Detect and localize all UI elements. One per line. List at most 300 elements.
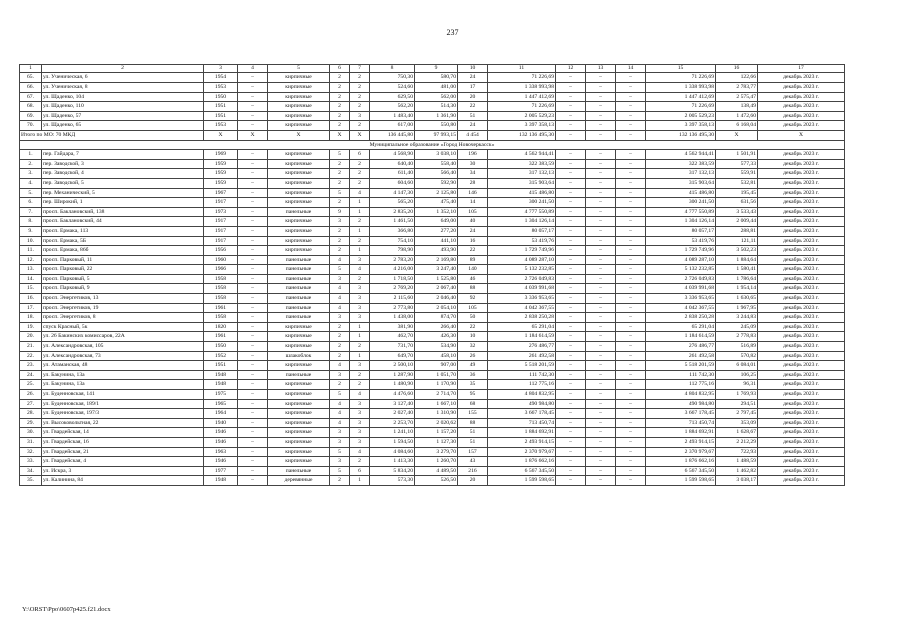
table-cell: 1: [350, 246, 370, 256]
table-cell: 5 518 201,59: [488, 361, 556, 371]
table-cell: 2 773,80: [370, 303, 415, 313]
table-cell: 24: [458, 121, 488, 131]
table-cell: 3 533,43: [716, 207, 758, 217]
table-cell: 1 628,67: [716, 428, 758, 438]
table-cell: кирпичные: [268, 457, 330, 467]
table-cell: 92: [458, 294, 488, 304]
table-row: [20, 428, 845, 438]
table-cell: –: [616, 255, 646, 265]
table-cell: –: [556, 83, 586, 93]
table-cell: –: [586, 370, 616, 380]
table-cell: 1951: [204, 361, 238, 371]
table-cell: 29.: [20, 418, 42, 428]
table-cell: 4 042 367,55: [646, 303, 716, 313]
table-cell: декабрь 2023 г.: [758, 342, 845, 352]
table-cell: 1 170,90: [415, 380, 458, 390]
table-cell: 4: [330, 255, 350, 265]
table-cell: 24: [458, 73, 488, 83]
table-cell: 3: [330, 370, 350, 380]
table-cell: –: [238, 466, 268, 476]
table-cell: 216: [458, 466, 488, 476]
table-cell: 4 039 991,68: [488, 284, 556, 294]
table-cell: 3: [350, 409, 370, 419]
table-cell: –: [556, 102, 586, 112]
table-cell: панельные: [268, 294, 330, 304]
table-cell: 1948: [204, 380, 238, 390]
table-cell: 1 729 749,96: [488, 246, 556, 256]
table-cell: 750,30: [370, 73, 415, 83]
table-cell: 1 630,65: [716, 294, 758, 304]
table-cell: 1965: [204, 399, 238, 409]
total-cell: X: [716, 130, 758, 140]
table-cell: –: [616, 207, 646, 217]
table-cell: 611,40: [370, 169, 415, 179]
table-cell: –: [556, 380, 586, 390]
table-cell: 3: [330, 313, 350, 323]
table-cell: декабрь 2023 г.: [758, 437, 845, 447]
table-cell: 3 397 358,13: [646, 121, 716, 131]
table-cell: 9.: [20, 226, 42, 236]
table-cell: –: [238, 294, 268, 304]
table-cell: –: [238, 188, 268, 198]
table-cell: 111 742,30: [646, 370, 716, 380]
table-cell: –: [586, 111, 616, 121]
table-cell: 1960: [204, 255, 238, 265]
table-cell: 441,10: [415, 236, 458, 246]
table-cell: –: [616, 236, 646, 246]
table-cell: ул. Щаденко, 110: [42, 102, 204, 112]
header-cell: 7: [350, 65, 370, 73]
table-cell: –: [238, 92, 268, 102]
table-cell: декабрь 2023 г.: [758, 188, 845, 198]
table-cell: просп. Энергетиков, 13: [42, 294, 204, 304]
table-cell: 1948: [204, 370, 238, 380]
table-cell: кирпичные: [268, 111, 330, 121]
table-cell: декабрь 2023 г.: [758, 226, 845, 236]
table-cell: 51: [458, 111, 488, 121]
table-cell: –: [556, 342, 586, 352]
table-cell: 4 089 287,10: [646, 255, 716, 265]
header-cell: 11: [488, 65, 556, 73]
table-cell: 1961: [204, 332, 238, 342]
table-cell: кирпичные: [268, 390, 330, 400]
table-cell: 4: [330, 409, 350, 419]
table-cell: 65 291,04: [646, 322, 716, 332]
table-cell: 2: [330, 476, 350, 486]
table-cell: 2: [350, 457, 370, 467]
table-cell: просп. Парковый, 9: [42, 284, 204, 294]
table-cell: –: [586, 351, 616, 361]
table-cell: –: [556, 351, 586, 361]
table-cell: 4 777 550,89: [646, 207, 716, 217]
table-cell: 2: [350, 169, 370, 179]
table-cell: –: [556, 169, 586, 179]
table-cell: –: [586, 284, 616, 294]
table-cell: 490 984,80: [488, 399, 556, 409]
table-cell: 573,30: [370, 476, 415, 486]
header-cell: 3: [204, 65, 238, 73]
table-cell: 1.: [20, 150, 42, 160]
table-cell: 534,90: [415, 342, 458, 352]
table-cell: 580,70: [415, 73, 458, 83]
table-cell: 1 501,91: [716, 150, 758, 160]
table-cell: 2 797,45: [716, 409, 758, 419]
table-cell: 3: [350, 303, 370, 313]
table-cell: 3: [330, 457, 350, 467]
table-cell: –: [586, 476, 616, 486]
table-row: [20, 121, 845, 131]
table-cell: 315 903,64: [488, 178, 556, 188]
table-cell: 4: [350, 188, 370, 198]
table-cell: 17: [458, 83, 488, 93]
table-cell: 754,10: [370, 236, 415, 246]
table-cell: –: [238, 284, 268, 294]
table-cell: 2: [350, 236, 370, 246]
table-cell: –: [556, 409, 586, 419]
table-cell: –: [616, 447, 646, 457]
table-cell: –: [238, 73, 268, 83]
header-cell: 5: [268, 65, 330, 73]
total-cell: X: [330, 130, 350, 140]
table-cell: 2: [350, 73, 370, 83]
table-cell: –: [238, 447, 268, 457]
table-cell: 3: [330, 428, 350, 438]
table-cell: 1917: [204, 236, 238, 246]
table-cell: 1958: [204, 284, 238, 294]
table-cell: 1 769,93: [716, 390, 758, 400]
table-row: [20, 236, 845, 246]
table-cell: –: [556, 92, 586, 102]
table-cell: –: [238, 169, 268, 179]
table-cell: просп. Ермака, 5Б: [42, 236, 204, 246]
table-cell: 40: [458, 217, 488, 227]
table-cell: 1 954,14: [716, 284, 758, 294]
table-cell: ул. Гвардейская, 14: [42, 428, 204, 438]
table-cell: декабрь 2023 г.: [758, 457, 845, 467]
table-cell: –: [586, 159, 616, 169]
table-cell: ул. Гвардейская, 21: [42, 447, 204, 457]
table-cell: 4 216,00: [370, 265, 415, 275]
table-cell: 4: [350, 265, 370, 275]
table-cell: 261 492,58: [646, 351, 716, 361]
table-cell: –: [556, 370, 586, 380]
table-cell: кирпичные: [268, 236, 330, 246]
table-cell: –: [556, 236, 586, 246]
table-cell: 34.: [20, 466, 42, 476]
total-cell: 132 136 495,30: [488, 130, 556, 140]
table-cell: 2: [350, 217, 370, 227]
table-cell: 106,25: [716, 370, 758, 380]
table-cell: 5: [330, 150, 350, 160]
table-cell: кирпичные: [268, 73, 330, 83]
table-cell: 19.: [20, 322, 42, 332]
table-cell: 566,40: [415, 169, 458, 179]
table-cell: 2: [330, 111, 350, 121]
table-cell: 300 241,50: [646, 198, 716, 208]
table-cell: панельные: [268, 313, 330, 323]
table-cell: 1 876 662,16: [488, 457, 556, 467]
table-cell: –: [616, 332, 646, 342]
table-cell: кирпичные: [268, 246, 330, 256]
table-cell: 1 884 692,91: [488, 428, 556, 438]
table-cell: 713 450,74: [646, 418, 716, 428]
table-cell: 6 168,04: [716, 121, 758, 131]
table-cell: –: [616, 274, 646, 284]
table-cell: –: [616, 188, 646, 198]
table-cell: –: [238, 428, 268, 438]
table-cell: 1820: [204, 322, 238, 332]
table-cell: 559,91: [716, 169, 758, 179]
table-cell: 10.: [20, 236, 42, 246]
table-cell: 4 804 832,95: [646, 390, 716, 400]
table-cell: просп. Энергетиков, 8: [42, 313, 204, 323]
table-cell: 2 838 250,28: [646, 313, 716, 323]
table-cell: 53 419,76: [646, 236, 716, 246]
table-row: [20, 246, 845, 256]
table-cell: 493,90: [415, 246, 458, 256]
table-cell: –: [238, 332, 268, 342]
table-cell: 245,09: [716, 322, 758, 332]
table-cell: декабрь 2023 г.: [758, 294, 845, 304]
table-cell: –: [238, 370, 268, 380]
table-cell: –: [238, 351, 268, 361]
table-row: [20, 351, 845, 361]
table-cell: 1946: [204, 428, 238, 438]
table-cell: –: [556, 265, 586, 275]
table-cell: 1 260,70: [415, 457, 458, 467]
table-cell: –: [556, 246, 586, 256]
table-cell: –: [616, 322, 646, 332]
table-cell: кирпичные: [268, 409, 330, 419]
table-cell: 1: [350, 198, 370, 208]
table-cell: 4: [330, 399, 350, 409]
table-cell: –: [238, 102, 268, 112]
table-cell: –: [586, 265, 616, 275]
table-cell: –: [556, 322, 586, 332]
table-cell: 2 726 049,83: [646, 274, 716, 284]
table-row: [20, 437, 845, 447]
table-cell: 88: [458, 284, 488, 294]
table-cell: пер. Гайдара, 7: [42, 150, 204, 160]
table-cell: –: [556, 73, 586, 83]
table-cell: –: [586, 322, 616, 332]
table-cell: декабрь 2023 г.: [758, 399, 845, 409]
table-cell: 2 778,83: [716, 332, 758, 342]
table-cell: 3 038,17: [716, 476, 758, 486]
table-cell: 1 447 412,69: [488, 92, 556, 102]
table-row: [20, 226, 845, 236]
table-cell: 2 054,10: [415, 303, 458, 313]
table-cell: 1946: [204, 437, 238, 447]
table-cell: кирпичные: [268, 198, 330, 208]
table-cell: –: [556, 198, 586, 208]
table-cell: 112 775,16: [488, 380, 556, 390]
table-cell: 140: [458, 265, 488, 275]
table-cell: 105: [458, 207, 488, 217]
table-cell: –: [586, 418, 616, 428]
table-cell: спуск Красный, 5к: [42, 322, 204, 332]
table-cell: 2 253,70: [370, 418, 415, 428]
table-row: [20, 399, 845, 409]
table-cell: 3 127,40: [370, 399, 415, 409]
table-cell: 15.: [20, 284, 42, 294]
table-cell: 462,70: [370, 332, 415, 342]
table-row: [20, 102, 845, 112]
table-cell: 5 518 201,59: [646, 361, 716, 371]
table-cell: 22: [458, 322, 488, 332]
table-cell: 1 310,90: [415, 409, 458, 419]
table-cell: 1917: [204, 217, 238, 227]
table-cell: 3 397 358,13: [488, 121, 556, 131]
table-row: [20, 198, 845, 208]
table-cell: 592,90: [415, 178, 458, 188]
table-cell: 5 132 232,85: [488, 265, 556, 275]
total-cell: 97 993,15: [415, 130, 458, 140]
table-cell: 514,30: [415, 102, 458, 112]
table-cell: ул. Буденновская, 189/1: [42, 399, 204, 409]
table-cell: 1958: [204, 294, 238, 304]
table-cell: –: [238, 226, 268, 236]
table-row: [20, 92, 845, 102]
table-row: [20, 150, 845, 160]
table-cell: 1977: [204, 466, 238, 476]
table-cell: 1952: [204, 351, 238, 361]
table-cell: –: [556, 159, 586, 169]
table-cell: 88: [458, 418, 488, 428]
table-cell: шлакоблок: [268, 351, 330, 361]
table-cell: 317 132,13: [488, 169, 556, 179]
table-cell: –: [556, 121, 586, 131]
table-row: [20, 83, 845, 93]
table-cell: –: [238, 409, 268, 419]
table-cell: просп. Парковый, 11: [42, 255, 204, 265]
table-cell: 1: [350, 207, 370, 217]
table-cell: –: [586, 73, 616, 83]
table-cell: пер. Механический, 5: [42, 188, 204, 198]
table-cell: 6 567 345,50: [646, 466, 716, 476]
table-cell: кирпичные: [268, 217, 330, 227]
table-cell: 70.: [20, 121, 42, 131]
table-cell: ул. Гвардейская, 16: [42, 437, 204, 447]
table-cell: кирпичные: [268, 121, 330, 131]
table-cell: 4: [330, 361, 350, 371]
table-cell: 2: [330, 342, 350, 352]
table-cell: 2: [330, 178, 350, 188]
table-cell: –: [616, 246, 646, 256]
table-row: [20, 73, 845, 83]
table-cell: 1 413,30: [370, 457, 415, 467]
table-cell: декабрь 2023 г.: [758, 92, 845, 102]
table-cell: 381,90: [370, 322, 415, 332]
table-cell: кирпичные: [268, 226, 330, 236]
table-row: [20, 418, 845, 428]
table-cell: –: [586, 437, 616, 447]
table-row: [20, 111, 845, 121]
table-cell: декабрь 2023 г.: [758, 313, 845, 323]
table-cell: –: [616, 217, 646, 227]
table-cell: –: [238, 322, 268, 332]
table-row: [20, 207, 845, 217]
table-cell: 2 726 049,83: [488, 274, 556, 284]
table-row: [20, 303, 845, 313]
table-cell: 71 226,69: [488, 102, 556, 112]
table-cell: кирпичные: [268, 102, 330, 112]
header-cell: 13: [586, 65, 616, 73]
table-row: [20, 178, 845, 188]
table-row: [20, 159, 845, 169]
table-cell: 12.: [20, 255, 42, 265]
table-cell: 155: [458, 409, 488, 419]
table-cell: 1 461,50: [370, 217, 415, 227]
table-cell: 4 042 367,55: [488, 303, 556, 313]
table-cell: декабрь 2023 г.: [758, 351, 845, 361]
table-cell: –: [616, 159, 646, 169]
table-cell: ул. Щаденко, 104: [42, 92, 204, 102]
table-row: [20, 322, 845, 332]
table-cell: декабрь 2023 г.: [758, 102, 845, 112]
table-cell: 1 525,80: [415, 274, 458, 284]
table-cell: 95: [458, 390, 488, 400]
table-cell: 570,82: [716, 351, 758, 361]
table-cell: 1967: [204, 188, 238, 198]
table-cell: –: [616, 198, 646, 208]
table-cell: декабрь 2023 г.: [758, 217, 845, 227]
table-cell: декабрь 2023 г.: [758, 332, 845, 342]
footer-file-path: Y:\ORST\Ppo\0607p425.f21.docx: [22, 606, 111, 613]
table-cell: декабрь 2023 г.: [758, 73, 845, 83]
table-cell: декабрь 2023 г.: [758, 361, 845, 371]
table-cell: 2 500,10: [370, 361, 415, 371]
table-body: [20, 65, 845, 486]
header-cell: 6: [330, 65, 350, 73]
table-cell: 66.: [20, 83, 42, 93]
table-cell: 4 562 944,41: [488, 150, 556, 160]
table-cell: 65 291,04: [488, 322, 556, 332]
table-cell: –: [616, 342, 646, 352]
table-cell: –: [616, 111, 646, 121]
table-cell: –: [556, 294, 586, 304]
table-cell: –: [616, 351, 646, 361]
table-cell: 121,11: [716, 236, 758, 246]
table-cell: 6.: [20, 198, 42, 208]
table-cell: –: [556, 399, 586, 409]
table-cell: –: [616, 428, 646, 438]
table-cell: 322 383,59: [646, 159, 716, 169]
table-cell: 1948: [204, 476, 238, 486]
table-cell: 6 084,01: [716, 361, 758, 371]
table-cell: кирпичные: [268, 418, 330, 428]
table-cell: 2: [350, 92, 370, 102]
table-cell: 2 370 979,67: [488, 447, 556, 457]
table-cell: 4 039 991,68: [646, 284, 716, 294]
table-cell: декабрь 2023 г.: [758, 207, 845, 217]
table-cell: 2.: [20, 159, 42, 169]
table-cell: –: [616, 418, 646, 428]
table-cell: 26.: [20, 390, 42, 400]
table-cell: 2: [330, 159, 350, 169]
table-cell: просп. Парковый, 5: [42, 274, 204, 284]
table-cell: 24.: [20, 370, 42, 380]
table-row: [20, 255, 845, 265]
table-cell: 46: [458, 274, 488, 284]
table-cell: просп. Баклановский, 138: [42, 207, 204, 217]
table-cell: 31.: [20, 437, 42, 447]
table-cell: –: [586, 342, 616, 352]
table-cell: кирпичные: [268, 399, 330, 409]
table-cell: 111 742,30: [488, 370, 556, 380]
table-cell: 3: [350, 399, 370, 409]
table-cell: 2 067,40: [415, 284, 458, 294]
